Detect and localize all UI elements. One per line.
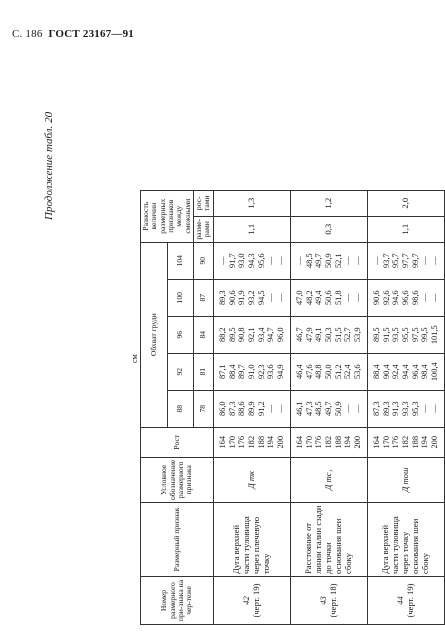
item-number-cell [367,577,444,625]
symbol-cell: Д тош [367,457,444,502]
diff-height-cell: 1,3 [213,190,290,216]
height-cell: 164 170 176 182 188 194 200 [290,427,367,457]
unit-label: см [130,354,139,363]
page-header [12,28,134,40]
feature-cell: Дуга верхней части туловища через точку основания шеи сбоку [367,503,444,577]
value-cell: 46,4 47,6 48,8 50,0 51,2 52,4 53,6 [290,353,367,390]
rotated-table-block [43,50,439,625]
item-number-cell [213,577,290,625]
table-row [367,190,444,624]
diff-height-cell: 2,0 [367,190,444,216]
measurements-table [140,190,445,625]
header-diff: Разность величин размерных признаков между смежными [141,190,194,242]
feature-cell: Расстояние от линии талии сзади до точки основания шеи сбоку [290,503,367,577]
value-cell: 89,5 91,5 93,5 95,5 97,5 99,5 101,5 [367,316,444,353]
table-caption: Продолжение табл. 20 [43,111,55,220]
value-cell: 87,1 88,4 89,7 91,0 92,3 93,6 94,9 [213,353,290,390]
value-cell: 88,4 90,4 92,4 94,4 96,4 98,4 100,4 [367,353,444,390]
header-height: Рост [141,427,214,457]
header-chest-value: 92 [167,353,194,390]
symbol-cell: Д тк [213,457,290,502]
header-chest-value: 88 [167,390,194,427]
header-diff-height: рос-тами [194,190,214,216]
standard-code: ГОСТ 23167—91 [48,28,134,40]
height-cell: 164 170 176 182 188 194 200 [213,427,290,457]
page-number: С. 186 [12,28,43,40]
item-number-cell [290,577,367,625]
header-chest-value: 104 [167,242,194,279]
header-waist-value: 78 [194,390,214,427]
value-cell: 47,0 48,2 49,4 50,6 51,8 — — [290,279,367,316]
table-row [290,190,367,624]
item-number: 43 [317,596,328,605]
figure-ref: (черт. 19) [404,583,415,618]
value-cell: 86,0 87,3 88,6 89,9 91,2 — — [213,390,290,427]
value-cell: — 91,7 93,0 94,3 95,6 — — [213,242,290,279]
feature-cell: Дуга верхней части туловища через плечевую точку [213,503,290,577]
header-chest-group: Обхват груди [141,242,168,427]
figure-ref: (черт. 19) [250,583,261,618]
symbol-cell: Д тс₁ [290,457,367,502]
header-symbol: Условное обозначение размерного признака [141,457,214,502]
figure-ref: (черт. 18) [327,583,338,618]
height-cell: 164 170 176 182 188 194 200 [367,427,444,457]
diff-height-cell: 1,2 [290,190,367,216]
table-row [213,190,290,624]
value-cell: 87,3 89,3 91,3 93,3 95,3 — — [367,390,444,427]
header-item-number: Номер размерного при-знака на чер-теже [141,577,214,625]
header-diff-size: разме-рами [194,216,214,242]
diff-size-cell: 1,1 [367,216,444,242]
item-number: 42 [240,596,251,605]
header-waist-value: 90 [194,242,214,279]
header-chest-value: 100 [167,279,194,316]
header-feature: Размерный признак [141,503,214,577]
item-number: 44 [394,596,405,605]
value-cell: 90,6 92,6 94,6 96,6 98,6 — — [367,279,444,316]
header-waist-value: 84 [194,316,214,353]
value-cell: 46,7 47,9 49,1 50,3 51,5 52,7 53,9 [290,316,367,353]
value-cell: 46,1 47,3 48,5 49,7 50,9 — — [290,390,367,427]
value-cell: — 93,7 95,7 97,7 99,7 — — [367,242,444,279]
header-waist-value: 87 [194,279,214,316]
diff-size-cell: 0,3 [290,216,367,242]
diff-size-cell: 1,1 [213,216,290,242]
header-chest-value: 96 [167,316,194,353]
header-waist-value: 81 [194,353,214,390]
value-cell: 89,3 90,6 91,9 93,2 94,5 — — [213,279,290,316]
value-cell: 88,2 89,5 90,8 92,1 93,4 94,7 96,0 [213,316,290,353]
value-cell: — 48,5 49,7 50,9 52,1 — — [290,242,367,279]
